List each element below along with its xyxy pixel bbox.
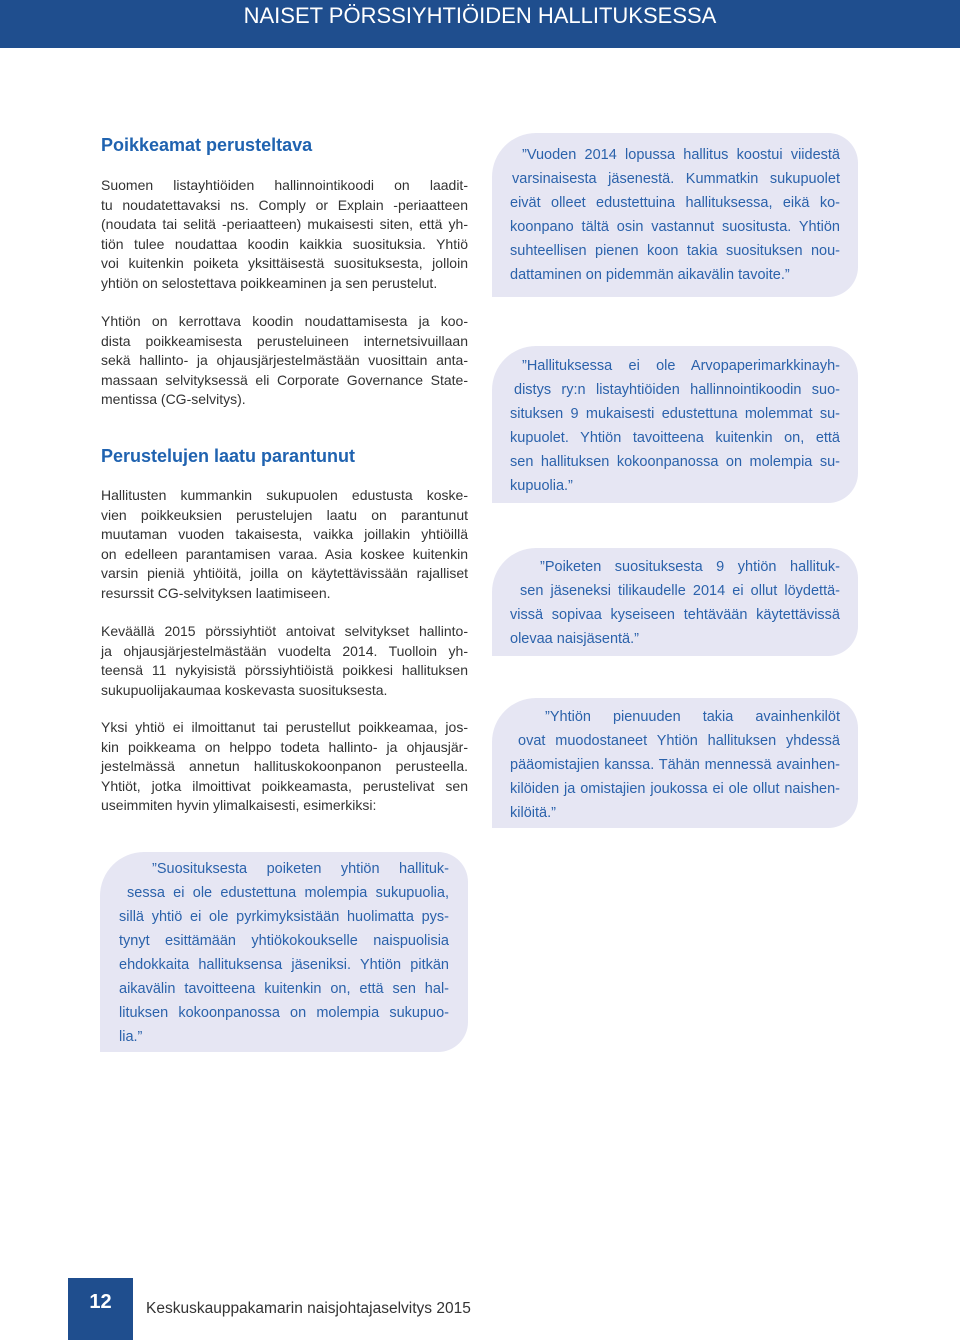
paragraph-line: Yhtiöt, jotka ilmoittivat poikkeamasta, perustelivat sen (101, 777, 468, 794)
paragraph-line: tu noudatettavaksi ns. Comply or Explain -periaatteen (101, 196, 468, 213)
paragraph-line: sukupuolijakaumaa koskevasta suosituksesta. (101, 681, 388, 698)
quote-line: situksen 9 mukaisesti edustettuna molemmat su- (510, 406, 840, 422)
quote-line: pääomistajien kanssa. Tähän mennessä avainhen- (510, 757, 840, 773)
quote-line: sessa ei ole edustettuna molempia sukupuolia, (127, 885, 449, 901)
body-paragraph (101, 718, 468, 816)
quote-line: kupuolia.” (510, 478, 573, 494)
section-heading: Poikkeamat perusteltava (101, 135, 313, 155)
quote-box (100, 852, 468, 1052)
body-paragraph (101, 622, 468, 700)
quote-line: suhteellisen pienen koon takia suosituksen nou- (510, 243, 840, 259)
quote-line: ”Vuoden 2014 lopussa hallitus koostui viidestä (522, 147, 840, 163)
quote-line: distys ry:n listayhtiöiden hallinnointikoodin suo- (514, 382, 840, 398)
body-paragraph (101, 176, 468, 293)
paragraph-line: Keväällä 2015 pörssiyhtiöt antoivat selvitykset hallinto- (101, 623, 468, 639)
quote-line: sillä yhtiö ei ole pyrkimyksistään huolimatta pys- (119, 909, 449, 925)
quote-box (492, 698, 858, 828)
section-heading: Perustelujen laatu parantunut (101, 446, 356, 466)
quote-box (492, 346, 858, 503)
paragraph-line: teensä 11 nykyisistä pörssiyhtiöistä poikkesi hallituksen (101, 662, 468, 678)
quote-line: olevaa naisjäsentä.” (510, 631, 639, 647)
body-paragraph (101, 486, 468, 603)
paragraph-line: useimmiten hyvin ylimalkaisesti, esimerkiksi: (101, 797, 377, 813)
paragraph-line: muutaman vuoden takaisesta, vaikka joillakin yhtiöillä (101, 526, 468, 542)
quote-line: ovat muodostaneet Yhtiön hallituksen yhdessä (518, 733, 840, 749)
quote-line: koonpano tältä osin vastannut suositusta. Yhtiön (510, 219, 840, 235)
paragraph-line: voi kuitenkin poiketa yksittäisestä suosituksesta, jolloin (101, 255, 468, 271)
quote-line: kupuolet. Yhtiön tavoitteena kuitenkin on, että (510, 430, 840, 446)
quote-line: kilöitä.” (510, 805, 556, 821)
quote-line: ”Yhtiön pienuuden takia avainhenkilöt (545, 709, 840, 725)
quote-line: lia.” (119, 1029, 143, 1045)
paragraph-line: yhtiön on selostettava poikkeaminen ja sen perustelut. (101, 274, 438, 291)
quote-line: sen jäseneksi tilikaudelle 2014 ei ollut löydettä- (520, 583, 840, 599)
paragraph-line: tiön tulee noudattaa koodin kaikkia suosituksia. Yhtiö (101, 235, 468, 252)
paragraph-line: mentissa (CG-selvitys). (101, 391, 246, 407)
quote-line: lituksen kokoonpanossa on molempia sukupuo- (119, 1005, 449, 1021)
paragraph-line: Suomen listayhtiöiden hallinnointikoodi on laadit- (101, 177, 468, 193)
paragraph-line: Yhtiön on kerrottava koodin noudattamisesta ja koo- (101, 313, 468, 329)
paragraph-line: varsin pieniä yhtiöitä, joilla on käytettävissään rajalliset (101, 565, 468, 581)
paragraph-line: Yksi yhtiö ei ilmoittanut tai perustellut poikkeamaa, jos- (101, 719, 468, 735)
paragraph-line: dista poikkeamisesta perusteluineen internetsivuillaan (101, 332, 468, 349)
paragraph-line: vien poikkeuksien perustelujen laatu on parantunut (101, 506, 468, 523)
quote-line: ”Suosituksesta poiketen yhtiön hallituk- (152, 861, 449, 877)
page-number: 12 (89, 1291, 112, 1313)
body-paragraph (101, 312, 468, 410)
paragraph-line: (noudata tai selitä -periaatteen) mukaisesti siten, että yh- (101, 216, 468, 232)
quote-line: kilöiden ja omistajien joukossa ei ole ollut naishen- (510, 781, 840, 797)
paragraph-line: on edelleen parantamisen varaa. Asia koskee kuitenkin (101, 545, 468, 562)
paragraph-line: massaan selvityksessä eli Corporate Governance State- (101, 371, 468, 388)
footer-publication-title: Keskuskauppakamarin naisjohtajaselvitys 2015 (146, 1300, 471, 1317)
paragraph-line: kin poikkeama on helppo todeta hallinto- ja ohjausjär- (101, 738, 468, 755)
quote-line: aikavälin tavoitteena kuitenkin on, että sen hal- (119, 981, 449, 997)
paragraph-line: Hallitusten kummankin sukupuolen edustusta koske- (101, 487, 468, 503)
quote-line: sen hallituksen kokoonpanossa on molempia su- (510, 454, 840, 470)
quote-line: ehdokkaita hallituksensa jäseniksi. Yhtiön pitkän (119, 957, 449, 973)
quote-box (492, 133, 858, 297)
quote-line: varsinaisesta jäsenestä. Kummatkin sukupuolet (512, 171, 840, 187)
paragraph-line: sekä hallinto- ja ohjausjärjestelmästään vuosittain anta- (101, 352, 468, 368)
paragraph-line: jestelmässä annetun hallituskokoonpanon perusteella. (101, 758, 468, 774)
page-header-title: NAISET PÖRSSIYHTIÖIDEN HALLITUKSESSA (243, 3, 717, 28)
paragraph-line: ja ohjausjärjestelmästään vuodelta 2014. Tuolloin yh- (101, 642, 468, 659)
quote-line: dattaminen on pidemmän aikavälin tavoite.” (510, 267, 790, 283)
quote-box (492, 548, 858, 656)
quote-line: vissä sopivaa kyseiseen tehtävään käytettävissä (510, 607, 840, 623)
page-number-box (68, 1278, 133, 1340)
header-band (0, 0, 960, 48)
quote-line: ”Poiketen suosituksesta 9 yhtiön hallituk- (540, 559, 840, 575)
paragraph-line: resurssit CG-selvityksen laatimiseen. (101, 584, 331, 601)
quote-line: ”Hallituksessa ei ole Arvopaperimarkkinayh- (522, 358, 840, 374)
quote-line: eivät olleet edustettuina hallituksessa, eikä ko- (510, 195, 840, 211)
quote-line: tynyt esittämään yhtiökokoukselle naispuolisia (119, 933, 449, 949)
